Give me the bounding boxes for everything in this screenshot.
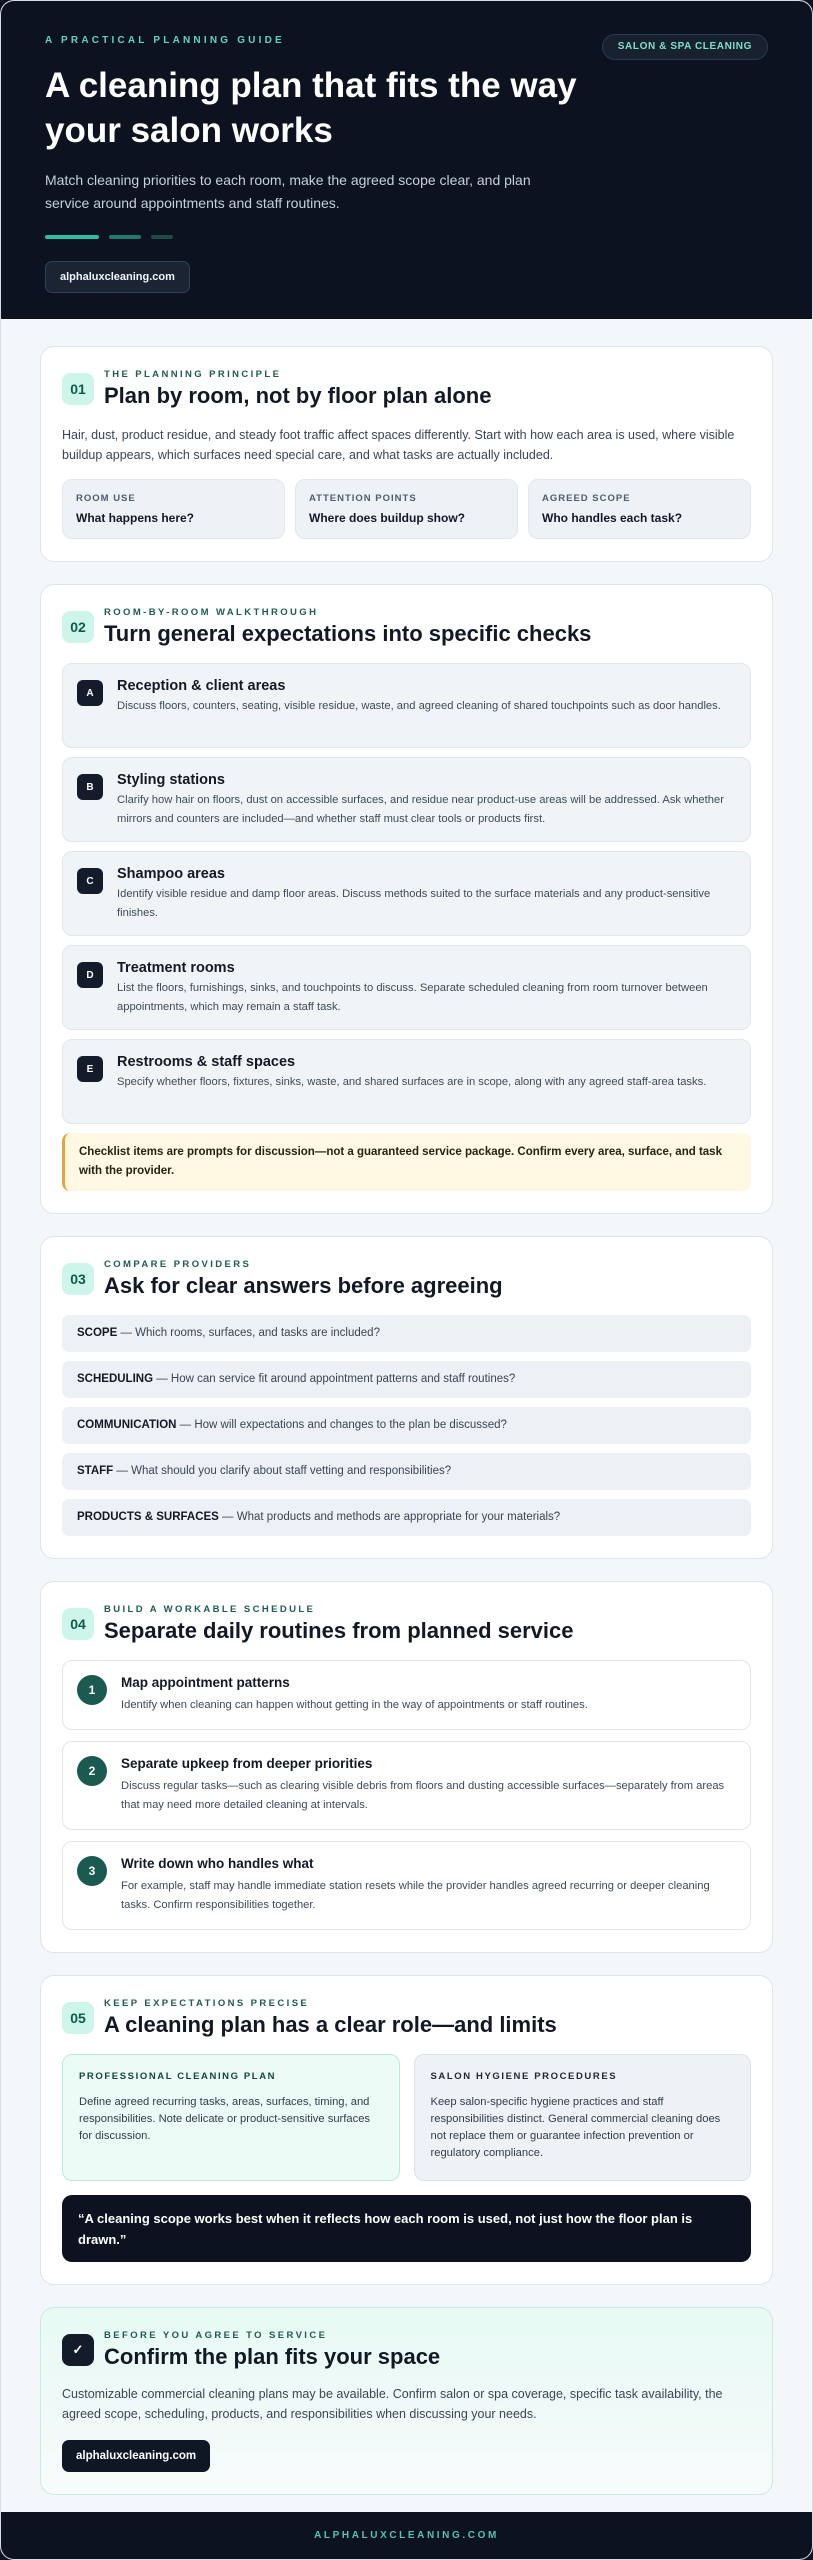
category-badge: SALON & SPA CLEANING <box>602 34 768 60</box>
section-header <box>62 1259 751 1301</box>
decorative-progress-bars <box>45 235 768 239</box>
card-text: Keep salon-specific hygiene practices and staff responsibilities distinct. General commercial cleaning does not replace them or guarantee infection prevention or regulatory compliance. <box>430 2096 721 2159</box>
section-title: A cleaning plan has a clear role—and limits <box>104 2012 557 2037</box>
room-item-styling <box>62 757 751 842</box>
step-title: Separate upkeep from deeper priorities <box>121 1756 373 1771</box>
question-scheduling <box>62 1361 751 1398</box>
section-number: 05 <box>62 2002 94 2034</box>
tile-question: Where does buildup show? <box>309 511 465 525</box>
room-description: Specify whether floors, fixtures, sinks, waste, and shared surfaces are in scope, along with any agreed staff-area tasks. <box>117 1076 707 1088</box>
room-title: Reception & client areas <box>117 678 286 694</box>
step-description: Identify when cleaning can happen without getting in the way of appointments or staff routines. <box>121 1699 588 1711</box>
question-topic: SCOPE <box>77 1327 118 1339</box>
room-item-reception <box>62 663 751 748</box>
bar-segment <box>151 235 173 239</box>
bar-segment <box>109 235 141 239</box>
comparison-columns <box>62 2054 751 2181</box>
question-topic: SCHEDULING <box>77 1373 154 1385</box>
check-icon: ✓ <box>62 2334 94 2366</box>
room-item-restrooms <box>62 1039 751 1124</box>
tile-label: ATTENTION POINTS <box>309 493 417 504</box>
section-title: Confirm the plan fits your space <box>104 2344 441 2369</box>
question-text: — How can service fit around appointment patterns and staff routines? <box>153 1373 516 1385</box>
section-room-walkthrough <box>40 584 773 1214</box>
page-title: A cleaning plan that fits the way your salon works <box>45 66 577 150</box>
step-title: Map appointment patterns <box>121 1675 290 1690</box>
room-item-treatment <box>62 945 751 1030</box>
section-kicker: COMPARE PROVIDERS <box>104 1259 252 1270</box>
card-heading: PROFESSIONAL CLEANING PLAN <box>79 2071 277 2082</box>
section-header <box>62 607 751 649</box>
room-title: Shampoo areas <box>117 866 225 882</box>
tile-agreed-scope <box>528 479 751 539</box>
room-title: Restrooms & staff spaces <box>117 1054 296 1070</box>
step-item <box>62 1660 751 1730</box>
section-header <box>62 369 751 411</box>
hero-header <box>1 1 812 319</box>
section-expectations <box>40 1975 773 2285</box>
step-number: 2 <box>77 1756 107 1786</box>
card-hygiene-procedures <box>414 2054 752 2181</box>
room-description: Discuss floors, counters, seating, visible residue, waste, and agreed cleaning of shared touchpoints such as door handles. <box>117 700 721 712</box>
room-description: Clarify how hair on floors, dust on accessible surfaces, and residue near product-use areas will be addressed. Ask whether mirrors and counters are included—and whether staff must clear tools or products first. <box>117 794 724 825</box>
room-title: Treatment rooms <box>117 960 235 976</box>
room-letter: B <box>77 774 103 800</box>
step-item <box>62 1741 751 1830</box>
question-list <box>62 1315 751 1536</box>
room-letter: A <box>77 680 103 706</box>
room-letter: C <box>77 868 103 894</box>
section-planning-principle <box>40 346 773 562</box>
question-communication <box>62 1407 751 1444</box>
tile-label: ROOM USE <box>76 493 136 504</box>
card-text: Define agreed recurring tasks, areas, surfaces, timing, and responsibilities. Note delicate or product-sensitive surfaces for discussion. <box>79 2096 371 2142</box>
room-description: Identify visible residue and damp floor areas. Discuss methods suited to the surface materials and any product-sensitive finishes. <box>117 888 711 919</box>
step-list <box>62 1660 751 1930</box>
room-list <box>62 663 751 1124</box>
hero-website-link[interactable]: alphaluxcleaning.com <box>45 261 190 293</box>
section-number: 03 <box>62 1263 94 1295</box>
section-number: 04 <box>62 1608 94 1640</box>
section-compare-providers <box>40 1236 773 1559</box>
pull-quote: “A cleaning scope works best when it reflects how each room is used, not just how the floor plan is drawn.” <box>62 2195 751 2262</box>
card-heading: SALON HYGIENE PROCEDURES <box>430 2071 618 2082</box>
section-header <box>62 1998 751 2040</box>
hero-lede: Match cleaning priorities to each room, make the agreed scope clear, and plan service around appointments and staff routines. <box>45 172 531 211</box>
section-body: Customizable commercial cleaning plans may be available. Confirm salon or spa coverage, specific task availability, the agreed scope, scheduling, products, and responsibilities when discussing your needs. <box>62 2387 723 2421</box>
section-header <box>62 2330 751 2372</box>
step-title: Write down who handles what <box>121 1856 314 1871</box>
section-title: Plan by room, not by floor plan alone <box>104 383 492 408</box>
section-number: 02 <box>62 611 94 643</box>
section-title: Ask for clear answers before agreeing <box>104 1273 503 1298</box>
card-professional-plan <box>62 2054 400 2181</box>
section-kicker: THE PLANNING PRINCIPLE <box>104 369 282 380</box>
step-number: 3 <box>77 1856 107 1886</box>
section-kicker: BUILD A WORKABLE SCHEDULE <box>104 1604 316 1615</box>
section-header <box>62 1604 751 1646</box>
section-body: Hair, dust, product residue, and steady foot traffic affect spaces differently. Start with how each area is used, where visible buildup appears, which surfaces need special care, and what tasks are actually included. <box>62 428 735 462</box>
question-text: — Which rooms, surfaces, and tasks are included? <box>117 1327 380 1339</box>
room-letter: D <box>77 962 103 988</box>
step-number: 1 <box>77 1675 107 1705</box>
tile-attention-points <box>295 479 518 539</box>
question-topic: STAFF <box>77 1465 114 1477</box>
step-description: For example, staff may handle immediate station resets while the provider handles agreed recurring or deeper cleaning tasks. Confirm responsibilities together. <box>121 1880 710 1911</box>
room-item-shampoo <box>62 851 751 936</box>
tile-label: AGREED SCOPE <box>542 493 631 504</box>
section-title: Separate daily routines from planned service <box>104 1618 574 1643</box>
step-description: Discuss regular tasks—such as clearing visible debris from floors and dusting accessible surfaces—separately from areas that may need more detailed cleaning at intervals. <box>121 1780 725 1811</box>
section-kicker: KEEP EXPECTATIONS PRECISE <box>104 1998 310 2009</box>
question-scope <box>62 1315 751 1352</box>
cta-website-button[interactable]: alphaluxcleaning.com <box>62 2440 210 2472</box>
tile-room-use <box>62 479 285 539</box>
step-item <box>62 1841 751 1930</box>
section-kicker: BEFORE YOU AGREE TO SERVICE <box>104 2330 328 2341</box>
question-products <box>62 1499 751 1536</box>
question-topic: COMMUNICATION <box>77 1419 177 1431</box>
section-title: Turn general expectations into specific checks <box>104 621 592 646</box>
room-description: List the floors, furnishings, sinks, and touchpoints to discuss. Separate scheduled cleaning from room turnover between appointments, which may remain a staff task. <box>117 982 708 1013</box>
question-topic: PRODUCTS & SURFACES <box>77 1511 219 1523</box>
section-number: 01 <box>62 373 94 405</box>
section-kicker: ROOM-BY-ROOM WALKTHROUGH <box>104 607 319 618</box>
tile-question: Who handles each task? <box>542 511 683 525</box>
question-staff <box>62 1453 751 1490</box>
question-text: — What should you clarify about staff vetting and responsibilities? <box>113 1465 452 1477</box>
bar-segment <box>45 235 99 239</box>
section-confirm-plan <box>40 2307 773 2495</box>
question-text: — What products and methods are appropriate for your materials? <box>218 1511 561 1523</box>
section-schedule <box>40 1581 773 1953</box>
footer-domain[interactable]: ALPHALUXCLEANING.COM <box>1 2512 812 2559</box>
checklist-callout: Checklist items are prompts for discussion—not a guaranteed service package. Confirm every area, surface, and task with the provider. <box>62 1133 751 1191</box>
hero-eyebrow: A PRACTICAL PLANNING GUIDE <box>45 35 285 46</box>
principle-tiles <box>62 479 751 539</box>
question-text: — How will expectations and changes to the plan be discussed? <box>176 1419 507 1431</box>
room-letter: E <box>77 1056 103 1082</box>
room-title: Styling stations <box>117 772 225 788</box>
tile-question: What happens here? <box>76 511 195 525</box>
